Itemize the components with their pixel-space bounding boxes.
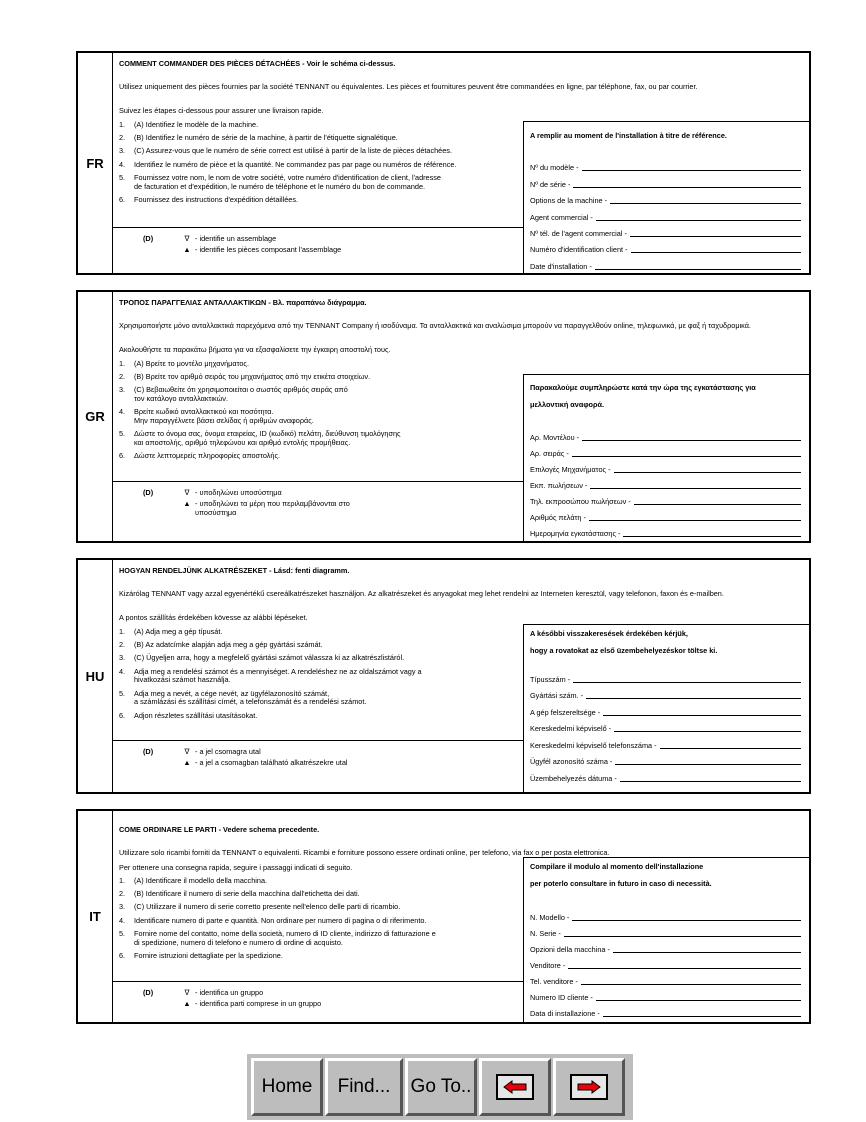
- follow-text: Suivez les étapes ci-dessous pour assurer une livraison rapide.: [119, 106, 324, 115]
- form-field[interactable]: Ημερομηνία εγκατάστασης -: [530, 527, 801, 538]
- intro-text: Kizárólag TENNANT vagy azzal egyenértékű csereálkatrészeket használjon. Az alkatrészeket és anyagokat meg lehet rendelni az Interneten keresztül, vagy telefonon, faxon és e-mailben.: [119, 589, 724, 598]
- filled-triangle-icon: ▲: [183, 758, 191, 767]
- steps-list: [119, 877, 524, 965]
- list-item: 2. (B) Az adatcímke alapján adja meg a gép gyártási számát.: [119, 640, 323, 650]
- form-field[interactable]: Εκπ. πωλήσεων -: [530, 479, 801, 490]
- filled-triangle-icon: ▲: [183, 999, 191, 1008]
- list-item: 3. (C) Βεβαιωθείτε ότι χρησιμοποιείται ο σωστός αριθμός σειράς από τον κατάλογο ανταλλακτικών.: [119, 385, 348, 404]
- left-arrow-icon: [496, 1074, 534, 1100]
- language-code: GR: [78, 292, 113, 541]
- form-field[interactable]: N. Serie -: [530, 927, 801, 938]
- form-field[interactable]: Kereskedelmi képviselő telefonszáma -: [530, 739, 801, 750]
- section-gr: [76, 290, 811, 543]
- form-field[interactable]: Kereskedelmi képviselő -: [530, 722, 801, 733]
- steps-list: [119, 121, 524, 209]
- form-field[interactable]: Data di installazione -: [530, 1007, 801, 1018]
- steps-list: [119, 360, 524, 466]
- form-field[interactable]: Numero ID cliente -: [530, 991, 801, 1002]
- reference-title: A későbbi visszakeresések érdekében kérjük, hogy a rovatokat az első üzembehelyezéskor töltse ki.: [530, 629, 718, 655]
- section-title: ΤΡΟΠΟΣ ΠΑΡΑΓΓΕΛΙΑΣ ΑΝΤΑΛΛΑΚΤΙΚΩΝ - Βλ. παραπάνω διάγραμμα.: [119, 298, 367, 307]
- list-item: 2. (B) Identifiez le numéro de série de la machine, à partir de l'étiquette signalétique.: [119, 133, 398, 143]
- reference-title: A remplir au moment de l'installation à titre de référence.: [530, 131, 727, 140]
- list-item: 5. Adja meg a nevét, a cége nevét, az ügyfélazonosító számát, a számlázási és szállítási címét, a telefonszámát és a rendelési számot.: [119, 688, 367, 707]
- list-item: 4. Identifiez le numéro de pièce et la quantité. Ne commandez pas par page ou numéros de référence.: [119, 159, 457, 169]
- list-item: 3. (C) Utilizzare il numero di serie corretto presente nell'elenco delle parti di ricambio.: [119, 902, 401, 912]
- form-field[interactable]: Opzioni della macchina -: [530, 943, 801, 954]
- form-field[interactable]: Venditore -: [530, 959, 801, 970]
- form-field[interactable]: Αρ. Μοντέλου -: [530, 431, 801, 442]
- follow-text: A pontos szállítás érdekében kövesse az alábbi lépéseket.: [119, 613, 308, 622]
- form-field[interactable]: Options de la machine -: [530, 194, 801, 205]
- right-arrow-icon: [570, 1074, 608, 1100]
- section-title: COMMENT COMMANDER DES PIÈCES DÉTACHÉES - Voir le schéma ci-dessus.: [119, 59, 396, 68]
- form-field[interactable]: Numéro d'identification client -: [530, 243, 801, 254]
- navigation-bar: [247, 1054, 633, 1120]
- form-field[interactable]: Nº de série -: [530, 178, 801, 189]
- previous-page-button[interactable]: [479, 1058, 551, 1116]
- open-triangle-icon: ∇: [184, 988, 190, 997]
- list-item: 3. (C) Assurez-vous que le numéro de série correct est utilisé à partir de la liste de pièces détachées.: [119, 146, 452, 156]
- form-field[interactable]: Gyártási szám. -: [530, 689, 801, 700]
- list-item: 4. Βρείτε κωδικό ανταλλακτικού και ποσότητα. Μην παραγγέλνετε βάσει σελίδας ή αριθμών αναφοράς.: [119, 407, 314, 426]
- reference-title: Παρακαλούμε συμπληρώστε κατά την ώρα της εγκατάστασης για μελλοντική αναφορά.: [530, 383, 756, 409]
- intro-text: Χρησιμοποιήστε μόνο ανταλλακτικά παρεχόμενα από την TENNANT Company ή ισοδύναμα. Τα ανταλλακτικά και αναλώσιμα μπορούν να παραγγελθούν online, τηλεφωνικά, με φαξ ή ταχυδρομικά.: [119, 321, 751, 330]
- form-field[interactable]: Nº tél. de l'agent commercial -: [530, 227, 801, 238]
- list-item: 1. (A) Identificare il modello della macchina.: [119, 876, 268, 885]
- open-triangle-icon: ∇: [184, 747, 190, 756]
- follow-text: Ακολουθήστε τα παρακάτω βήματα για να εξασφαλίσετε την έγκαιρη αποστολή τους.: [119, 345, 391, 354]
- list-item: 6. Δώστε λεπτομερείς πληροφορίες αποστολής.: [119, 451, 281, 461]
- legend: (D) ∇ - identifie un assemblage ▲ - identifie les pièces composant l'assemblage: [112, 227, 524, 276]
- list-item: 2. (B) Βρείτε τον αριθμό σειράς του μηχανήματος από την ετικέτα στοιχείων.: [119, 372, 371, 382]
- list-item: 3. (C) Ügyeljen arra, hogy a megfelelő gyártási számot válassza ki az alkatrészlistáról.: [119, 653, 405, 663]
- form-field[interactable]: Αρ. σειράς -: [530, 447, 801, 458]
- form-field[interactable]: Τηλ. εκπροσώπου πωλήσεων -: [530, 495, 801, 506]
- list-item: 4. Adja meg a rendelési számot és a mennyiséget. A rendeléshez ne az oldalszámot vagy a hivatkozási számot használja.: [119, 666, 422, 685]
- list-item: 1. (A) Adja meg a gép típusát.: [119, 627, 223, 636]
- reference-form: [523, 121, 809, 273]
- form-field[interactable]: Ügyfél azonosító száma -: [530, 755, 801, 766]
- legend: (D) ∇ - a jel csomagra utal ▲ - a jel a csomagban található alkatrészekre utal: [112, 740, 524, 795]
- form-field[interactable]: Date d'installation -: [530, 260, 801, 271]
- list-item: 1. (A) Βρείτε το μοντέλο μηχανήματος.: [119, 359, 249, 368]
- section-title: HOGYAN RENDELJÜNK ALKATRÉSZEKET - Lásd: fenti diagramm.: [119, 566, 350, 575]
- list-item: 5. Fournissez votre nom, le nom de votre société, votre numéro d'identification de client, l'adresse de facturation et d'expédition, le numéro de téléphone et le numéro du bon de commande.: [119, 172, 441, 191]
- open-triangle-icon: ∇: [184, 488, 190, 497]
- section-fr: [76, 51, 811, 275]
- open-triangle-icon: ∇: [184, 234, 190, 243]
- reference-form: [523, 374, 809, 541]
- form-field[interactable]: Nº du modèle -: [530, 161, 801, 172]
- form-field[interactable]: N. Modello -: [530, 911, 801, 922]
- form-field[interactable]: Tel. venditore -: [530, 975, 801, 986]
- language-code: FR: [78, 53, 113, 273]
- list-item: 6. Fornire istruzioni dettagliate per la spedizione.: [119, 950, 283, 960]
- form-field[interactable]: Típusszám -: [530, 673, 801, 684]
- form-field[interactable]: Επιλογές Μηχανήματος -: [530, 463, 801, 474]
- next-page-button[interactable]: [553, 1058, 625, 1116]
- section-hu: [76, 558, 811, 794]
- find-button[interactable]: Find...: [325, 1058, 403, 1116]
- list-item: 5. Fornire nome del contatto, nome della società, numero di ID cliente, indirizzo di fatturazione e di spedizione, numero di telefono e numero di ordine di acquisto.: [119, 928, 436, 947]
- goto-button[interactable]: Go To..: [405, 1058, 477, 1116]
- list-item: 6. Adjon részletes szállítási utasításokat.: [119, 710, 258, 720]
- intro-text: Utilisez uniquement des pièces fournies par la société TENNANT ou équivalentes. Les pièces et fournitures peuvent être commandées en ligne, par téléphone, fax, ou par courrier.: [119, 82, 698, 91]
- filled-triangle-icon: ▲: [183, 245, 191, 254]
- list-item: 6. Fournissez des instructions d'expédition détaillées.: [119, 194, 299, 204]
- form-field[interactable]: Üzembehelyezés dátuma -: [530, 772, 801, 783]
- list-item: 5. Δώστε το όνομα σας, όνομα εταιρείας, ID (κωδικό) πελάτη, διεύθυνση τιμολόγησης και αποστολής, αριθμό τηλεφώνου και αριθμό εντολής προμήθειας.: [119, 429, 401, 448]
- list-item: 4. Identificare numero di parte e quantità. Non ordinare per numero di pagina o di riferimento.: [119, 915, 427, 925]
- reference-form: [523, 624, 809, 792]
- legend: (D) ∇ - υποδηλώνει υποσύστημα ▲ - υποδηλώνει τα μέρη που περιλαμβάνονται στο υποσύστημα: [112, 481, 524, 544]
- filled-triangle-icon: ▲: [183, 499, 191, 508]
- language-code: HU: [78, 560, 113, 792]
- reference-title: Compilare il modulo al momento dell'installazione per poterlo consultare in futuro in caso di necessità.: [530, 862, 712, 888]
- reference-form: [523, 857, 809, 1022]
- list-item: 1. (A) Identifiez le modèle de la machine.: [119, 120, 259, 129]
- section-title: COME ORDINARE LE PARTI - Vedere schema precedente.: [119, 825, 320, 834]
- legend: (D) ∇ - identifica un gruppo ▲ - identifica parti comprese in un gruppo: [112, 981, 524, 1025]
- follow-text: Per ottenere una consegna rapida, seguire i passaggi indicati di seguito.: [119, 863, 353, 872]
- steps-list: [119, 628, 524, 725]
- language-code: IT: [78, 811, 113, 1022]
- section-it: [76, 809, 811, 1024]
- home-button[interactable]: Home: [251, 1058, 323, 1116]
- form-field[interactable]: Agent commercial -: [530, 211, 801, 222]
- list-item: 2. (B) Identificare il numero di serie della macchina dall'etichetta dei dati.: [119, 889, 360, 899]
- intro-text: Utilizzare solo ricambi forniti da TENNANT o equivalenti. Ricambi e forniture possono essere ordinati online, per telefono, via fax o per posta elettronica.: [119, 848, 610, 857]
- form-field[interactable]: A gép felszereltsége -: [530, 706, 801, 717]
- form-field[interactable]: Αριθμός πελάτη -: [530, 511, 801, 522]
